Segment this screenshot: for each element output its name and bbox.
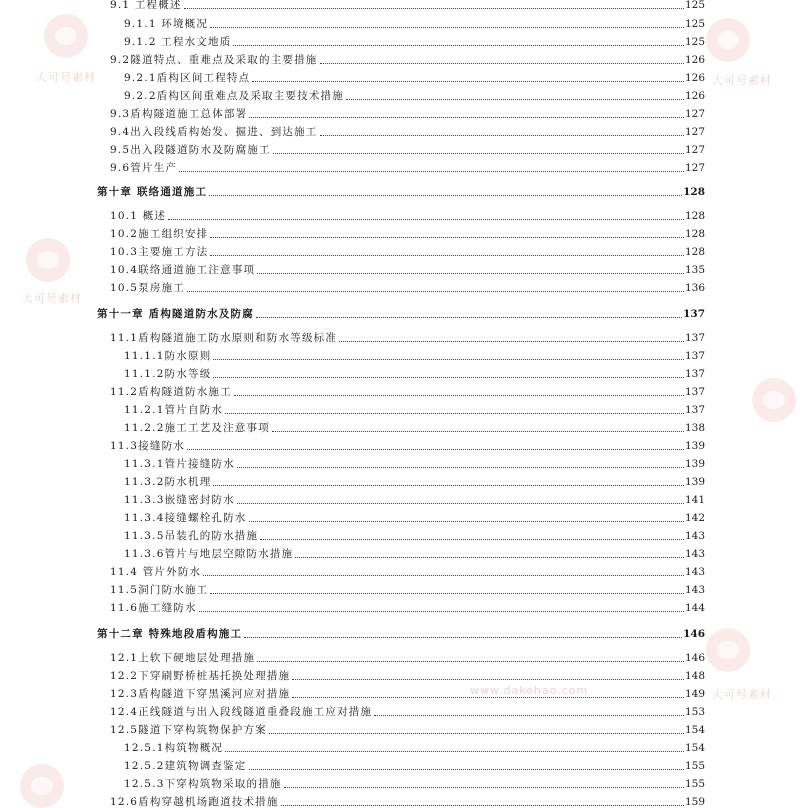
toc-dot-leader <box>346 99 684 100</box>
toc-entry-title: 11.6施工缝防水 <box>110 602 197 614</box>
toc-entry-title: 11.5洞门防水施工 <box>110 584 209 596</box>
toc-dot-leader <box>339 341 684 342</box>
toc-page-number: 143 <box>684 548 705 560</box>
toc-entry <box>124 474 705 488</box>
toc-page-number: 155 <box>684 778 705 790</box>
toc-page-number: 139 <box>684 458 705 470</box>
toc-entry <box>110 0 705 11</box>
toc-entry-title: 10.2施工组织安排 <box>110 228 209 240</box>
toc-entry <box>124 420 705 434</box>
toc-entry-title: 第十二章 特殊地段盾构施工 <box>97 628 243 640</box>
toc-entry-title: 10.3主要施工方法 <box>110 246 209 258</box>
toc-page-number: 153 <box>684 706 705 718</box>
toc-entry-title: 9.1.2 工程水文地质 <box>124 36 232 48</box>
toc-entry <box>124 402 705 416</box>
toc-page-number: 154 <box>684 742 705 754</box>
toc-entry-title: 11.3.3嵌缝密封防水 <box>124 494 235 506</box>
toc-dot-leader <box>237 503 684 504</box>
toc-dot-leader <box>168 219 684 220</box>
toc-dot-leader <box>272 431 684 432</box>
toc-entry <box>124 528 705 542</box>
toc-entry <box>110 438 705 452</box>
toc-page-number: 126 <box>684 90 705 102</box>
toc-dot-leader <box>273 153 684 154</box>
toc-page-number: 138 <box>684 422 705 434</box>
toc-page-number: 127 <box>684 144 705 156</box>
toc-entry <box>110 262 705 276</box>
toc-dot-leader <box>234 395 684 396</box>
toc-entry <box>110 668 705 682</box>
toc-dot-leader <box>184 8 684 9</box>
toc-page-number: 141 <box>684 494 705 506</box>
toc-dot-leader <box>281 805 684 806</box>
toc-entry <box>110 52 705 66</box>
toc-entry-title: 11.3.5吊装孔的防水措施 <box>124 530 259 542</box>
toc-entry <box>124 758 705 772</box>
toc-page-number: 125 <box>684 36 705 48</box>
toc-entry <box>124 492 705 506</box>
toc-page-number: 128 <box>684 246 705 258</box>
toc-page-number: 128 <box>683 186 705 198</box>
toc-dot-leader <box>179 171 684 172</box>
toc-dot-leader <box>210 27 684 28</box>
toc-entry-title: 9.3盾构隧道施工总体部署 <box>110 108 248 120</box>
toc-entry-title: 9.4出入段线盾构始发、掘进、到达施工 <box>110 126 318 138</box>
toc-page-number: 128 <box>684 228 705 240</box>
toc-entry <box>124 16 705 30</box>
toc-page-number: 137 <box>684 368 705 380</box>
toc-page-number: 146 <box>683 628 705 640</box>
toc-dot-leader <box>292 679 684 680</box>
toc-entry-title: 11.3.1管片接缝防水 <box>124 458 235 470</box>
toc-dot-leader <box>213 377 684 378</box>
toc-entry-title: 12.4正线隧道与出入段线隧道重叠段施工应对措施 <box>110 706 373 718</box>
toc-entry-title: 11.4 管片外防水 <box>110 566 202 578</box>
toc-dot-leader <box>244 637 682 638</box>
toc-page-number: 139 <box>684 440 705 452</box>
toc-dot-leader <box>210 237 684 238</box>
toc-entry-title: 11.3.6管片与地层空隙防水措施 <box>124 548 294 560</box>
toc-entry-title: 11.3.4接缝螺栓孔防水 <box>124 512 247 524</box>
toc-dot-leader <box>292 697 684 698</box>
toc-entry-title: 11.3接缝防水 <box>110 440 185 452</box>
toc-entry <box>110 106 705 120</box>
toc-entry <box>110 600 705 614</box>
toc-entry <box>124 546 705 560</box>
toc-entry <box>110 330 705 344</box>
toc-dot-leader <box>187 291 684 292</box>
toc-page-number: 127 <box>684 108 705 120</box>
toc-entry-title: 12.6盾构穿越机场跑道技术措施 <box>110 796 279 808</box>
toc-page-number: 126 <box>684 54 705 66</box>
watermark-brand-text: 大可号素材 <box>712 74 772 87</box>
toc-page-number: 136 <box>684 282 705 294</box>
toc-entry-title: 第十一章 盾构隧道防水及防腐 <box>97 308 254 320</box>
toc-chapter-entry <box>97 306 705 320</box>
toc-page-number: 149 <box>684 688 705 700</box>
toc-dot-leader <box>210 255 684 256</box>
toc-entry <box>124 88 705 102</box>
toc-dot-leader <box>295 557 684 558</box>
toc-entry <box>110 704 705 718</box>
toc-entry <box>110 582 705 596</box>
toc-dot-leader <box>260 539 684 540</box>
toc-page-number: 137 <box>684 350 705 362</box>
watermark-brand-text: 大可号素材 <box>22 292 82 305</box>
toc-page-number: 139 <box>684 476 705 488</box>
toc-entry-title: 9.2.1盾构区间工程特点 <box>124 72 251 84</box>
toc-entry-title: 12.2下穿刷野桥桩基托换处理措施 <box>110 670 291 682</box>
toc-page-number: 154 <box>684 724 705 736</box>
toc-entry-title: 12.5隧道下穿构筑物保护方案 <box>110 724 267 736</box>
toc-page-number: 137 <box>684 404 705 416</box>
toc-page-number: 137 <box>684 386 705 398</box>
toc-entry-title: 11.2.1管片自防水 <box>124 404 224 416</box>
toc-entry-title: 第十章 联络通道施工 <box>97 186 208 198</box>
toc-dot-leader <box>252 81 684 82</box>
toc-entry-title: 12.3盾构隧道下穿黑溪河应对措施 <box>110 688 291 700</box>
toc-entry-title: 10.4联络通道施工注意事项 <box>110 264 256 276</box>
toc-entry-title: 11.3.2防水机理 <box>124 476 212 488</box>
toc-dot-leader <box>249 117 684 118</box>
toc-dot-leader <box>213 359 684 360</box>
toc-page-number: 143 <box>684 530 705 542</box>
toc-entry-title: 12.5.2建筑物调查鉴定 <box>124 760 247 772</box>
toc-dot-leader <box>257 273 684 274</box>
toc-entry-title: 12.5.3下穿构筑物采取的措施 <box>124 778 282 790</box>
toc-entry <box>110 226 705 240</box>
toc-dot-leader <box>249 521 684 522</box>
toc-dot-leader <box>249 769 684 770</box>
toc-entry-title: 11.2.2施工工艺及注意事项 <box>124 422 270 434</box>
toc-entry-title: 12.5.1构筑物概况 <box>124 742 224 754</box>
toc-entry <box>110 794 705 808</box>
toc-entry <box>110 650 705 664</box>
toc-entry <box>124 34 705 48</box>
toc-page-number: 125 <box>684 18 705 30</box>
toc-entry <box>110 280 705 294</box>
toc-entry <box>110 722 705 736</box>
toc-dot-leader <box>320 135 684 136</box>
toc-entry <box>110 124 705 138</box>
toc-page-number: 125 <box>684 0 705 11</box>
toc-entry-title: 11.1.1防水原则 <box>124 350 212 362</box>
toc-entry <box>110 160 705 174</box>
toc-page-number: 137 <box>683 308 705 320</box>
toc-chapter-entry <box>97 184 705 198</box>
toc-page-number: 137 <box>684 332 705 344</box>
toc-page-number: 143 <box>684 566 705 578</box>
toc-entry-title: 11.1盾构隧道施工防水原则和防水等级标准 <box>110 332 338 344</box>
toc-chapter-entry <box>97 626 705 640</box>
toc-dot-leader <box>209 195 682 196</box>
toc-entry <box>110 244 705 258</box>
toc-entry <box>110 208 705 222</box>
toc-page-number: 127 <box>684 162 705 174</box>
toc-entry <box>110 384 705 398</box>
toc-entry <box>124 740 705 754</box>
toc-entry-title: 9.1 工程概述 <box>110 0 182 11</box>
toc-entry <box>124 348 705 362</box>
watermark-url-text: www.dakehao.com <box>470 684 589 697</box>
toc-entry-title: 10.1 概述 <box>110 210 167 222</box>
toc-dot-leader <box>199 611 684 612</box>
toc-dot-leader <box>233 45 683 46</box>
toc-entry <box>110 686 705 700</box>
toc-entry-title: 9.2.2盾构区间重难点及采取主要技术措施 <box>124 90 344 102</box>
toc-page-number: 155 <box>684 760 705 772</box>
toc-entry-title: 9.2隧道特点、重难点及采取的主要措施 <box>110 54 318 66</box>
toc-page-number: 148 <box>684 670 705 682</box>
toc-entry-title: 9.1.1 环境概况 <box>124 18 209 30</box>
toc-dot-leader <box>237 467 684 468</box>
toc-dot-leader <box>256 317 682 318</box>
toc-entry <box>124 776 705 790</box>
toc-dot-leader <box>210 593 684 594</box>
watermark-brand-text: 大可号素材 <box>36 71 96 84</box>
toc-page-number: 128 <box>684 210 705 222</box>
toc-entry <box>110 564 705 578</box>
toc-page-number: 126 <box>684 72 705 84</box>
toc-page-number: 144 <box>684 602 705 614</box>
toc-dot-leader <box>213 485 684 486</box>
toc-dot-leader <box>187 449 684 450</box>
toc-entry-title: 11.2盾构隧道防水施工 <box>110 386 232 398</box>
toc-entry-title: 9.5出入段隧道防水及防腐施工 <box>110 144 271 156</box>
toc-entry <box>124 510 705 524</box>
toc-page-number: 142 <box>684 512 705 524</box>
toc-dot-leader <box>203 575 684 576</box>
toc-entry-title: 11.1.2防水等级 <box>124 368 212 380</box>
toc-entry-title: 10.5泵房施工 <box>110 282 185 294</box>
toc-page-number: 135 <box>684 264 705 276</box>
toc-dot-leader <box>374 715 684 716</box>
toc-entry <box>124 456 705 470</box>
toc-dot-leader <box>269 733 684 734</box>
toc-page-number: 127 <box>684 126 705 138</box>
toc-dot-leader <box>320 63 684 64</box>
watermark-brand-text: 大可号素材 <box>712 688 772 701</box>
toc-page-number: 159 <box>684 796 705 808</box>
toc-dot-leader <box>257 661 684 662</box>
toc-dot-leader <box>284 787 684 788</box>
toc-entry-title: 9.6管片生产 <box>110 162 178 174</box>
toc-dot-leader <box>225 413 684 414</box>
toc-entry <box>124 366 705 380</box>
toc-entry <box>110 142 705 156</box>
toc-entry <box>124 70 705 84</box>
toc-page-number: 146 <box>684 652 705 664</box>
toc-entry-title: 12.1上软下硬地层处理措施 <box>110 652 256 664</box>
toc-page-number: 143 <box>684 584 705 596</box>
toc-dot-leader <box>225 751 684 752</box>
